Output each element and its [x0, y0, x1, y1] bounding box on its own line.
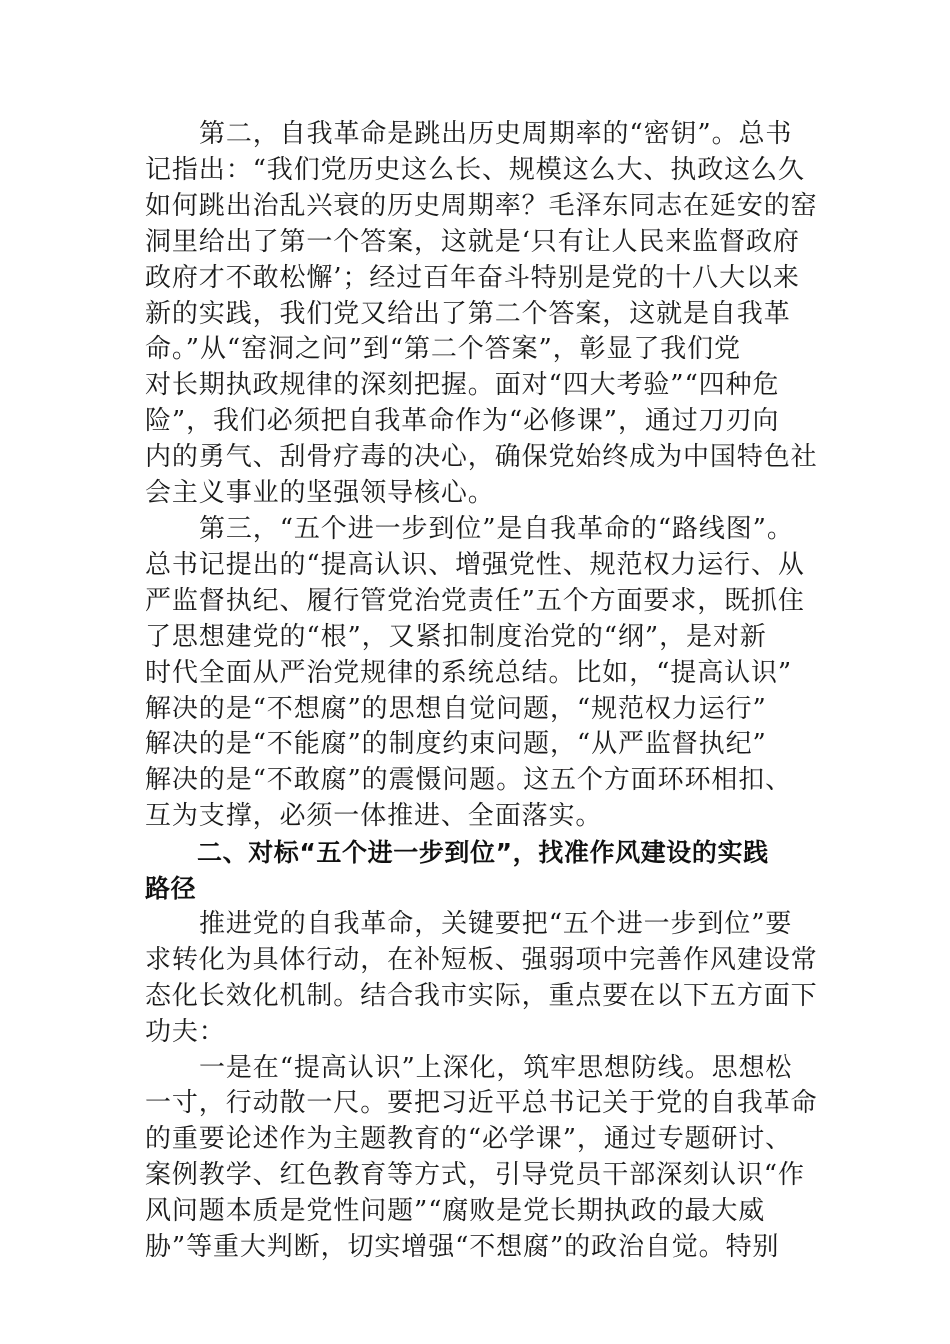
- paragraph-point-one: [145, 1051, 818, 1266]
- text-line: 求转化为具体行动，在补短板、强弱项中完善作风建设常: [145, 944, 818, 975]
- text-line: 内的勇气、刮骨疗毒的决心，确保党始终成为中国特色社: [145, 442, 818, 473]
- paragraph-second-point: [145, 117, 818, 512]
- text-line: 风问题本质是党性问题”“腐败是党长期执政的最大威: [145, 1196, 766, 1227]
- text-line: 胁”等重大判断，切实增强“不想腐”的政治自觉。特别: [145, 1232, 780, 1263]
- text-line: 解决的是“不能腐”的制度约束问题，“从严监督执纪”: [145, 729, 767, 760]
- text-line: 第三，“五个进一步到位”是自我革命的“路线图”。: [199, 513, 794, 544]
- paragraph-third-point: [145, 512, 807, 835]
- heading-line: 路径: [145, 874, 197, 904]
- text-line: 互为支撑，必须一体推进、全面落实。: [145, 801, 603, 832]
- text-line: 如何跳出治乱兴衰的历史周期率？毛泽东同志在延安的窑: [145, 190, 818, 221]
- text-line: 对长期执政规律的深刻把握。面对“四大考验”“四种危: [145, 370, 780, 401]
- section-heading: [145, 835, 807, 907]
- text-line: 记指出：“我们党历史这么长、规模这么大、执政这么久: [145, 154, 805, 185]
- document-page: [145, 117, 818, 1266]
- text-line: 一寸，行动散一尺。要把习近平总书记关于党的自我革命: [145, 1088, 818, 1119]
- text-line: 时代全面从严治党规律的系统总结。比如，“提高认识”: [145, 657, 793, 688]
- text-line: 会主义事业的坚强领导核心。: [145, 478, 495, 509]
- text-line: 总书记提出的“提高认识、增强党性、规范权力运行、从: [145, 549, 805, 580]
- text-line: 一是在“提高认识”上深化，筑牢思想防线。思想松: [199, 1052, 793, 1083]
- text-line: 洞里给出了第一个答案，这就是‘只有让人民来监督政府: [145, 226, 800, 257]
- text-line: 政府才不敢松懈’；经过百年奋斗特别是党的十八大以来: [145, 262, 800, 293]
- text-line: 解决的是“不敢腐”的震慑问题。这五个方面环环相扣、: [145, 765, 793, 796]
- heading-line: 二、对标“五个进一步到位”，找准作风建设的实践: [197, 838, 769, 868]
- text-line: 功夫：: [145, 1016, 226, 1047]
- text-line: 险”，我们必须把自我革命作为“必修课”，通过刀刃向: [145, 406, 780, 437]
- text-line: 了思想建党的“根”，又紧扣制度治党的“纲”，是对新: [145, 621, 767, 652]
- paragraph-intro: [145, 907, 818, 1051]
- text-line: 新的实践，我们党又给出了第二个答案，这就是自我革: [145, 298, 791, 329]
- text-line: 推进党的自我革命，关键要把“五个进一步到位”要: [199, 908, 793, 939]
- text-line: 第二，自我革命是跳出历史周期率的“密钥”。总书: [199, 119, 793, 149]
- text-line: 态化长效化机制。结合我市实际，重点要在以下五方面下: [145, 980, 818, 1011]
- text-line: 的重要论述作为主题教育的“必学课”，通过专题研讨、: [145, 1124, 793, 1155]
- text-line: 命。”从“窑洞之问”到“第二个答案”，彰显了我们党: [145, 334, 741, 365]
- text-line: 案例教学、红色教育等方式，引导党员干部深刻认识“作: [145, 1160, 805, 1191]
- text-line: 严监督执纪、履行管党治党责任”五个方面要求，既抓住: [145, 585, 805, 616]
- text-line: 解决的是“不想腐”的思想自觉问题，“规范权力运行”: [145, 693, 767, 724]
